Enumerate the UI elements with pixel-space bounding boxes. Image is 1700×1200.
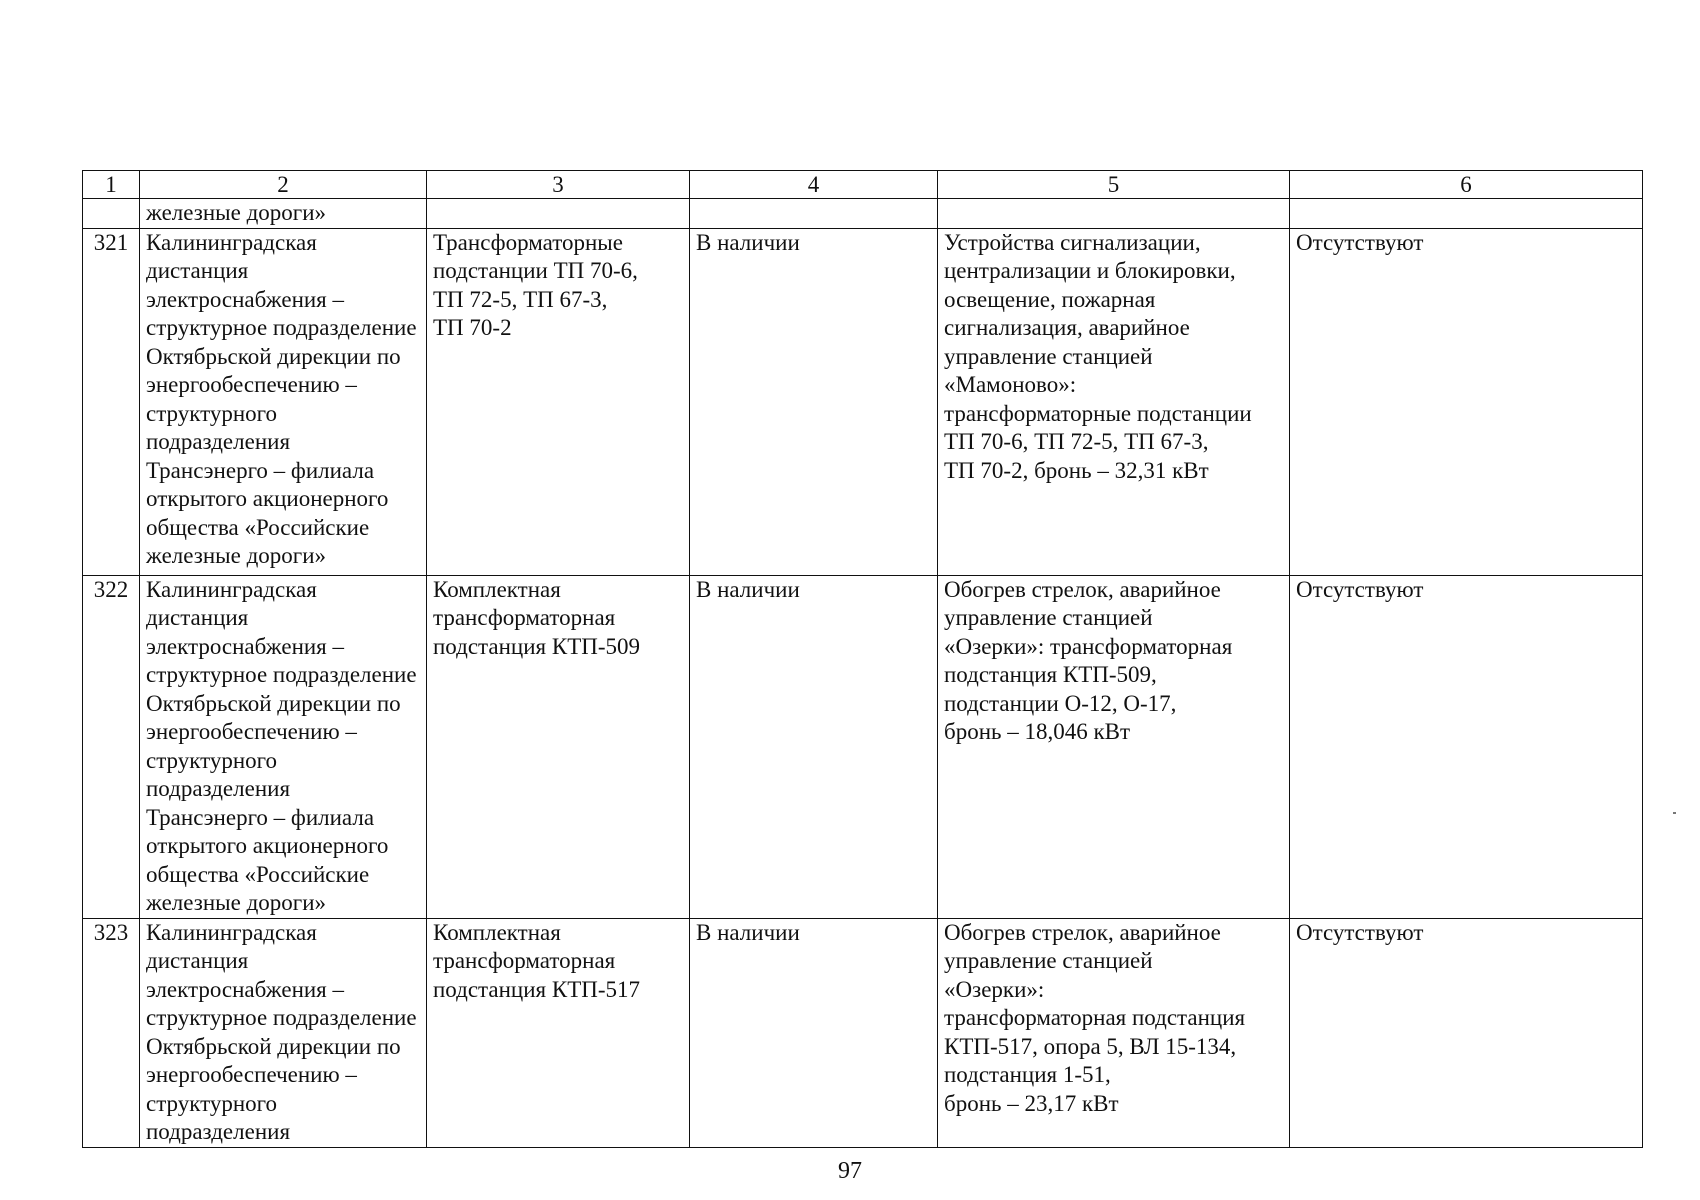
row-number: 322 (83, 575, 140, 918)
page-number: 97 (838, 1158, 862, 1184)
organization-cell: Калининградская дистанция электроснабжения – структурное подразделение Октябрьской дирекции по энергообеспечению – структурного подразделения (140, 918, 427, 1147)
column-header-4: 4 (690, 171, 938, 199)
continuation-cell-6 (1290, 199, 1643, 229)
facility-cell: Трансформаторные подстанции ТП 70-6, ТП 72-5, ТП 67-3, ТП 70-2 (427, 228, 690, 575)
table-row (83, 228, 1643, 575)
document-table (82, 170, 1643, 1148)
row-number: 321 (83, 228, 140, 575)
column-header-6: 6 (1290, 171, 1643, 199)
availability-cell: В наличии (690, 228, 938, 575)
availability-cell: В наличии (690, 918, 938, 1147)
facility-cell: Комплектная трансформаторная подстанция КТП-517 (427, 918, 690, 1147)
facility-cell: Комплектная трансформаторная подстанция КТП-509 (427, 575, 690, 918)
notes-cell: Отсутствуют (1290, 228, 1643, 575)
availability-cell: В наличии (690, 575, 938, 918)
table-row (83, 918, 1643, 1147)
notes-cell: Отсутствуют (1290, 918, 1643, 1147)
column-header-3: 3 (427, 171, 690, 199)
continuation-row (83, 199, 1643, 229)
column-header-1: 1 (83, 171, 140, 199)
scan-speck (1673, 812, 1676, 814)
organization-cell: Калининградская дистанция электроснабжения – структурное подразделение Октябрьской дирекции по энергообеспечению – структурного подразделения Трансэнерго – филиала открытого акционерного общества «Российские железные дороги» (140, 228, 427, 575)
column-header-5: 5 (938, 171, 1290, 199)
continuation-cell-3 (427, 199, 690, 229)
organization-cell: Калининградская дистанция электроснабжения – структурное подразделение Октябрьской дирекции по энергообеспечению – структурного подразделения Трансэнерго – филиала открытого акционерного общества «Российские железные дороги» (140, 575, 427, 918)
consumers-cell: Обогрев стрелок, аварийное управление станцией «Озерки»: трансформаторная подстанция КТП-509, подстанции О-12, О-17, бронь – 18,046 кВт (938, 575, 1290, 918)
continuation-cell-4 (690, 199, 938, 229)
consumers-cell: Устройства сигнализации, централизации и блокировки, освещение, пожарная сигнализация, аварийное управление станцией «Мамоново»: трансформаторные подстанции ТП 70-6, ТП 72-5, ТП 67-3, ТП 70-2, бронь – 32,31 кВт (938, 228, 1290, 575)
row-number: 323 (83, 918, 140, 1147)
consumers-cell: Обогрев стрелок, аварийное управление станцией «Озерки»: трансформаторная подстанция КТП-517, опора 5, ВЛ 15-134, подстанция 1-51, бронь – 23,17 кВт (938, 918, 1290, 1147)
continuation-cell-2: железные дороги» (140, 199, 427, 229)
continuation-cell-5 (938, 199, 1290, 229)
column-header-2: 2 (140, 171, 427, 199)
notes-cell: Отсутствуют (1290, 575, 1643, 918)
continuation-cell-1 (83, 199, 140, 229)
header-row (83, 171, 1643, 199)
table-row (83, 575, 1643, 918)
